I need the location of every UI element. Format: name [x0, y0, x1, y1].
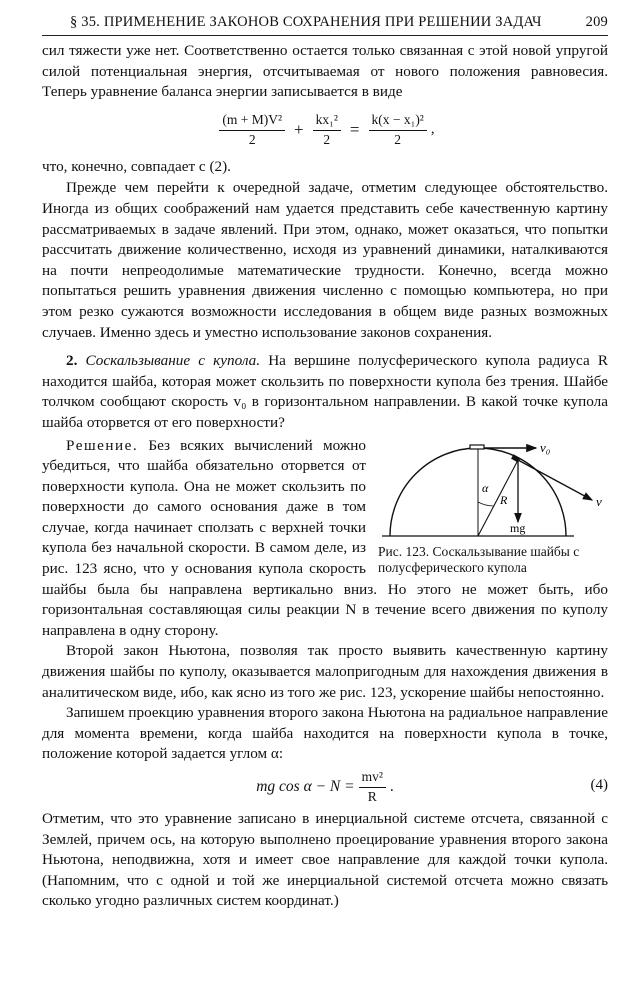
formula-lhs: mg cos α − N = [256, 778, 355, 795]
solution-label: Решение. [66, 436, 139, 454]
energy-balance-formula [42, 103, 608, 157]
formula-period: . [389, 778, 394, 795]
fraction-numerator: mv² [359, 769, 386, 788]
section-2-intro [42, 351, 608, 433]
formula-comma: , [430, 121, 435, 138]
paragraph-1: сил тяжести уже нет. Соответственно остается только связанная с этой новой упругой силой потенциальная энергия, отсчитываемая от нового положения равновесия. Теперь уравнение баланса энергии записывается в виде [42, 42, 608, 101]
newton-radial-formula [42, 765, 608, 809]
label-alpha: α [482, 480, 489, 495]
equals-sign: = [349, 119, 360, 139]
label-v: v [596, 493, 602, 509]
section-title: Соскальзывание с купола. [85, 352, 261, 370]
section-2 [42, 351, 608, 641]
figure-123 [378, 440, 608, 576]
solution-text: Без всяких вычислений можно убедиться, что шайба обязательно оторвется от поверхности купола. Она не может скользить по поверхности до самого основания даже в том случае, когда начинает сползать с верхней точки купола без начальной скорости. В самом деле, из рис. 123 ясно, что у основания купола скорость шайбы была бы направлена вертикально вниз. Но этого не может быть, ибо горизонтальная составляющая силы реакции N в течение всего движения по куполу направлена в одну сторону. [42, 436, 608, 639]
section-number: 2. [66, 352, 78, 370]
fraction-elastic [313, 112, 341, 148]
paragraph-3: Прежде чем перейти к очередной задаче, отметим следующее обстоятельство. Иногда из общих соображений нам удается представить себе качественную картину рассматриваемых в задаче явлений. При этом, однако, может оказаться, что попытки рассчитать движение количественно, исходя из уравнений динамики, наталкиваются на почти непреодолимые математические трудности. Конечно, всегда можно попытаться решить уравнения движения численно с помощью компьютера, но при этом резко сужаются возможности исследования в общем виде разных возможных случаев. Именно здесь и уместно использование законов сохранения. [42, 179, 608, 341]
page [42, 14, 608, 912]
fraction-numerator: (m + M)V² [219, 112, 285, 131]
header-title: § 35. ПРИМЕНЕНИЕ ЗАКОНОВ СОХРАНЕНИЯ ПРИ РЕШЕНИИ ЗАДАЧ [70, 14, 542, 30]
label-mg: mg [510, 520, 526, 535]
section-2-text: На вершине полусферического купола радиуса R находится шайба, которая может скользить по поверхности купола без трения. Шайбе толчком сообщают скорость v₀ в горизонтальном направлении. В какой точке купола шайба оторвется от его поверхности? [42, 352, 609, 431]
fraction-kinetic [219, 112, 285, 148]
fraction-rhs [369, 112, 427, 148]
paragraph-6: Отметим, что это уравнение записано в инерциальной системе отсчета, связанной с Землей, причем ось, на которую выполнено проецирование уравнения второго закона Ньютона, неподвижна, хотя и имеет свое направление для каждой точки купола. (Напомним, что с одной и той же инерциальной системой отсчета можно связать сколько угодно различных систем координат.) [42, 810, 608, 910]
puck-top [470, 445, 484, 449]
fraction-numerator: kx₁² [313, 112, 341, 131]
figure-caption: Рис. 123. Соскальзывание шайбы с полусферического купола [378, 543, 580, 575]
label-v0: v₀ [540, 439, 551, 455]
equation-number: (4) [590, 777, 608, 793]
label-R: R [500, 492, 508, 507]
paragraph-2: что, конечно, совпадает с (2). [42, 157, 231, 175]
fraction-denominator: 2 [323, 131, 331, 147]
angle-arc [478, 502, 494, 506]
plus-sign: + [294, 119, 304, 139]
paragraph-4: Второй закон Ньютона, позволяя так просто выявить качественную картину движения шайбы по куполу, оказывается малопригодным для нахождения движения в аналитическом виде, ибо, как ясно из того же рис. 123, ускорение шайбы непостоянно. [42, 642, 608, 701]
dome-diagram [378, 440, 608, 540]
fraction-denominator: 2 [248, 131, 256, 147]
page-number: 209 [585, 14, 608, 30]
fraction-denominator: R [367, 789, 377, 804]
running-header [42, 14, 608, 36]
paragraph-5: Запишем проекцию уравнения второго закона Ньютона на радиальное направление для момента времени, когда шайба находится на поверхности купола в точке, положение которой задается углом α: [42, 704, 608, 763]
fraction-numerator: k(x − x₁)² [369, 112, 427, 131]
fraction-centripetal [359, 769, 386, 805]
fraction-denominator: 2 [394, 131, 402, 147]
